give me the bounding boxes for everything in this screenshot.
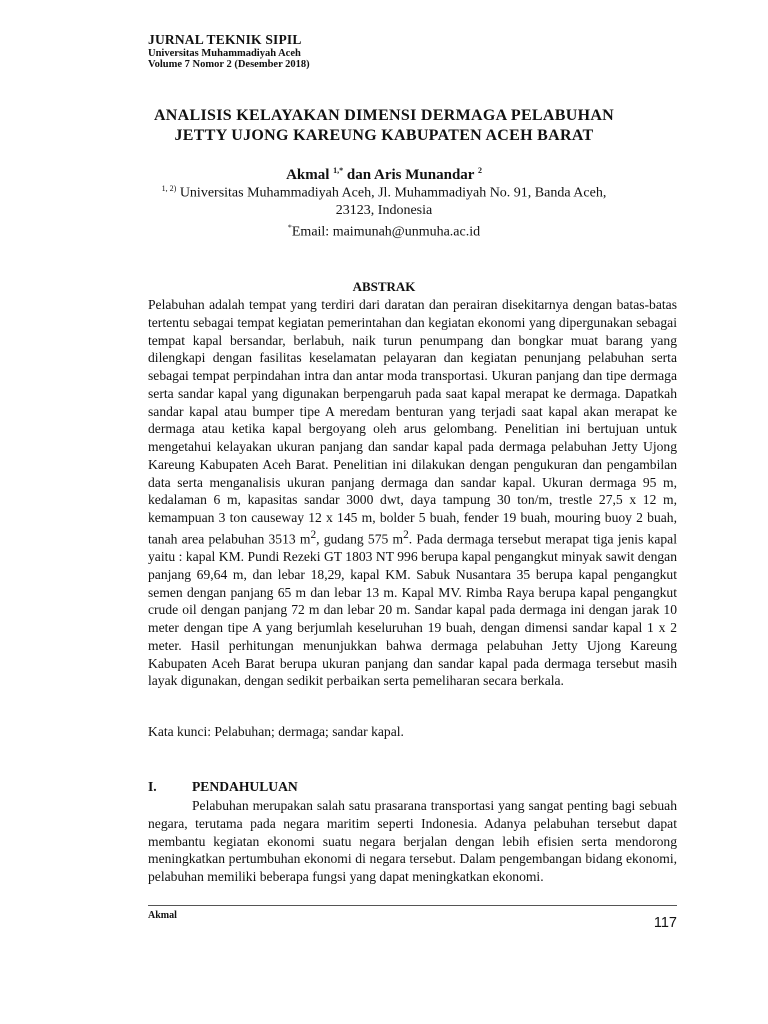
affil-mark: 1, 2) (161, 184, 177, 193)
keywords: Kata kunci: Pelabuhan; dermaga; sandar kapal. (148, 724, 404, 739)
paper-title-line1: ANALISIS KELAYAKAN DIMENSI DERMAGA PELABUHAN (153, 107, 615, 124)
abstract-part3: . Pada dermaga tersebut merapat tiga jenis kapal yaitu : kapal KM. Pundi Rezeki GT 1803 NT 996 berupa kapal pengangkut minyak sawit dengan panjang 69,64 m, dan lebar 18,29, kapal KM. Sabuk Nusantara 35 berupa kapal pengangkut semen dengan panjang 65 m dan lebar 13 m. Kapal MV. Rimba Raya berupa kapal pengangkut crude oil dengan panjang 72 m dan lebar 20 m. Sandar kapal pada dermaga ini dengan jarak 10 meter dengan tipe A yang berjumlah keseluruhan 19 buah, dengan dimensi sandar kapal 1 x 2 meter. Hasil perhitungan menunjukkan bahwa dermaga pelabuhan Jetty Ujong Kareung Kabupaten Aceh Barat berupa ukuran panjang dan sandar kapal pada dermaga tersebut masih layak digunakan, dengan sedikit perbaikan serta pemeliharan secara berkala. (148, 531, 677, 689)
abstract-part2: , gudang 575 m (316, 531, 404, 547)
paper-title-line2: JETTY UJONG KAREUNG KABUPATEN ACEH BARAT (174, 127, 594, 144)
paper-affiliation (148, 180, 620, 240)
page-number: 117 (653, 915, 677, 931)
superscript-2: 2 (310, 528, 317, 541)
author-2-affil-mark: 2 (477, 166, 482, 175)
footer-divider (148, 905, 677, 906)
affiliation-line2: 23123, Indonesia (335, 202, 433, 218)
journal-header (148, 33, 310, 71)
author-1-affil-mark: 1,* (333, 166, 344, 175)
author-connector: dan (343, 167, 375, 183)
abstract-part1: Pelabuhan adalah tempat yang terdiri dari daratan dan perairan disekitarnya dengan batas-batas tertentu sebagai tempat kegiatan pemerintahan dan kegiatan ekonomi yang dipergunakan sebagai tempat kapal bersandar, berlabuh, naik turun penumpang dan bongkar muat barang yang dilengkapi dengan fasilitas keselamatan pelayaran dan kegiatan penunjang pelabuhan serta sebagai tempat perpindahan intra dan antar moda transportasi. Ukuran panjang dan tipe dermaga serta sandar kapal yang digunakan berpengaruh pada saat kapal merapat ke dermaga. Dapatkah sandar kapal atau bumper tipe A meredam benturan yang terjadi saat kapal akan merapat ke dermaga atau ketika kapal bergoyang oleh arus gelombang. Penelitian ini bertujuan untuk mengetahui kelayakan ukuran panjang dan sandar kapal pada dermaga pelabuhan Jetty Ujong Kareung Kabupaten Aceh Barat. Penelitian ini dilakukan dengan pengukuran dan pengambilan data serta menganalisis ukuran panjang dermaga dan sandar kapal. Ukuran dermaga 95 m, kedalaman 6 m, kapasitas sandar 3000 dwt, daya tampung 30 ton/m, trestle 27,5 x 12 m, kemampuan 3 ton causeway 12 x 145 m, bolder 5 buah, fender 19 buah, mouring buoy 2 buah, tanah area pelabuhan 3513 m (148, 297, 677, 547)
author-1: Akmal (286, 167, 330, 183)
paper-title (148, 106, 620, 146)
footer-author: Akmal (148, 910, 177, 921)
abstract-heading: ABSTRAK (352, 279, 416, 294)
section-number: I. (148, 779, 157, 794)
section-title: PENDAHULUAN (192, 779, 298, 794)
author-2: Aris Munandar (374, 167, 475, 183)
journal-volume: Volume 7 Nomor 2 (Desember 2018) (148, 59, 310, 70)
introduction-paragraph: Pelabuhan merupakan salah satu prasarana transportasi yang sangat penting bagi sebuah negara, terutama pada negara maritim seperti Indonesia. Adanya pelabuhan tersebut dapat membantu kegiatan ekonomi suatu negara berjalan dengan lebih efisien serta mendorong meningkatkan pertumbuhan ekonomi di negara tersebut. Dalam pengembangan bidang ekonomi, pelabuhan memiliki beberapa fungsi yang dapat meningkatkan ekonomi. (148, 798, 677, 884)
affiliation-line1: Universitas Muhammadiyah Aceh, Jl. Muhammadiyah No. 91, Banda Aceh, (176, 185, 607, 201)
corresponding-email: Email: maimunah@unmuha.ac.id (291, 224, 481, 240)
superscript-2b: 2 (403, 528, 409, 541)
journal-name: JURNAL TEKNIK SIPIL (148, 32, 302, 47)
section-heading (148, 779, 298, 795)
email-mark: * (287, 222, 292, 232)
abstract-text (148, 296, 677, 690)
journal-university: Universitas Muhammadiyah Aceh (148, 47, 301, 59)
